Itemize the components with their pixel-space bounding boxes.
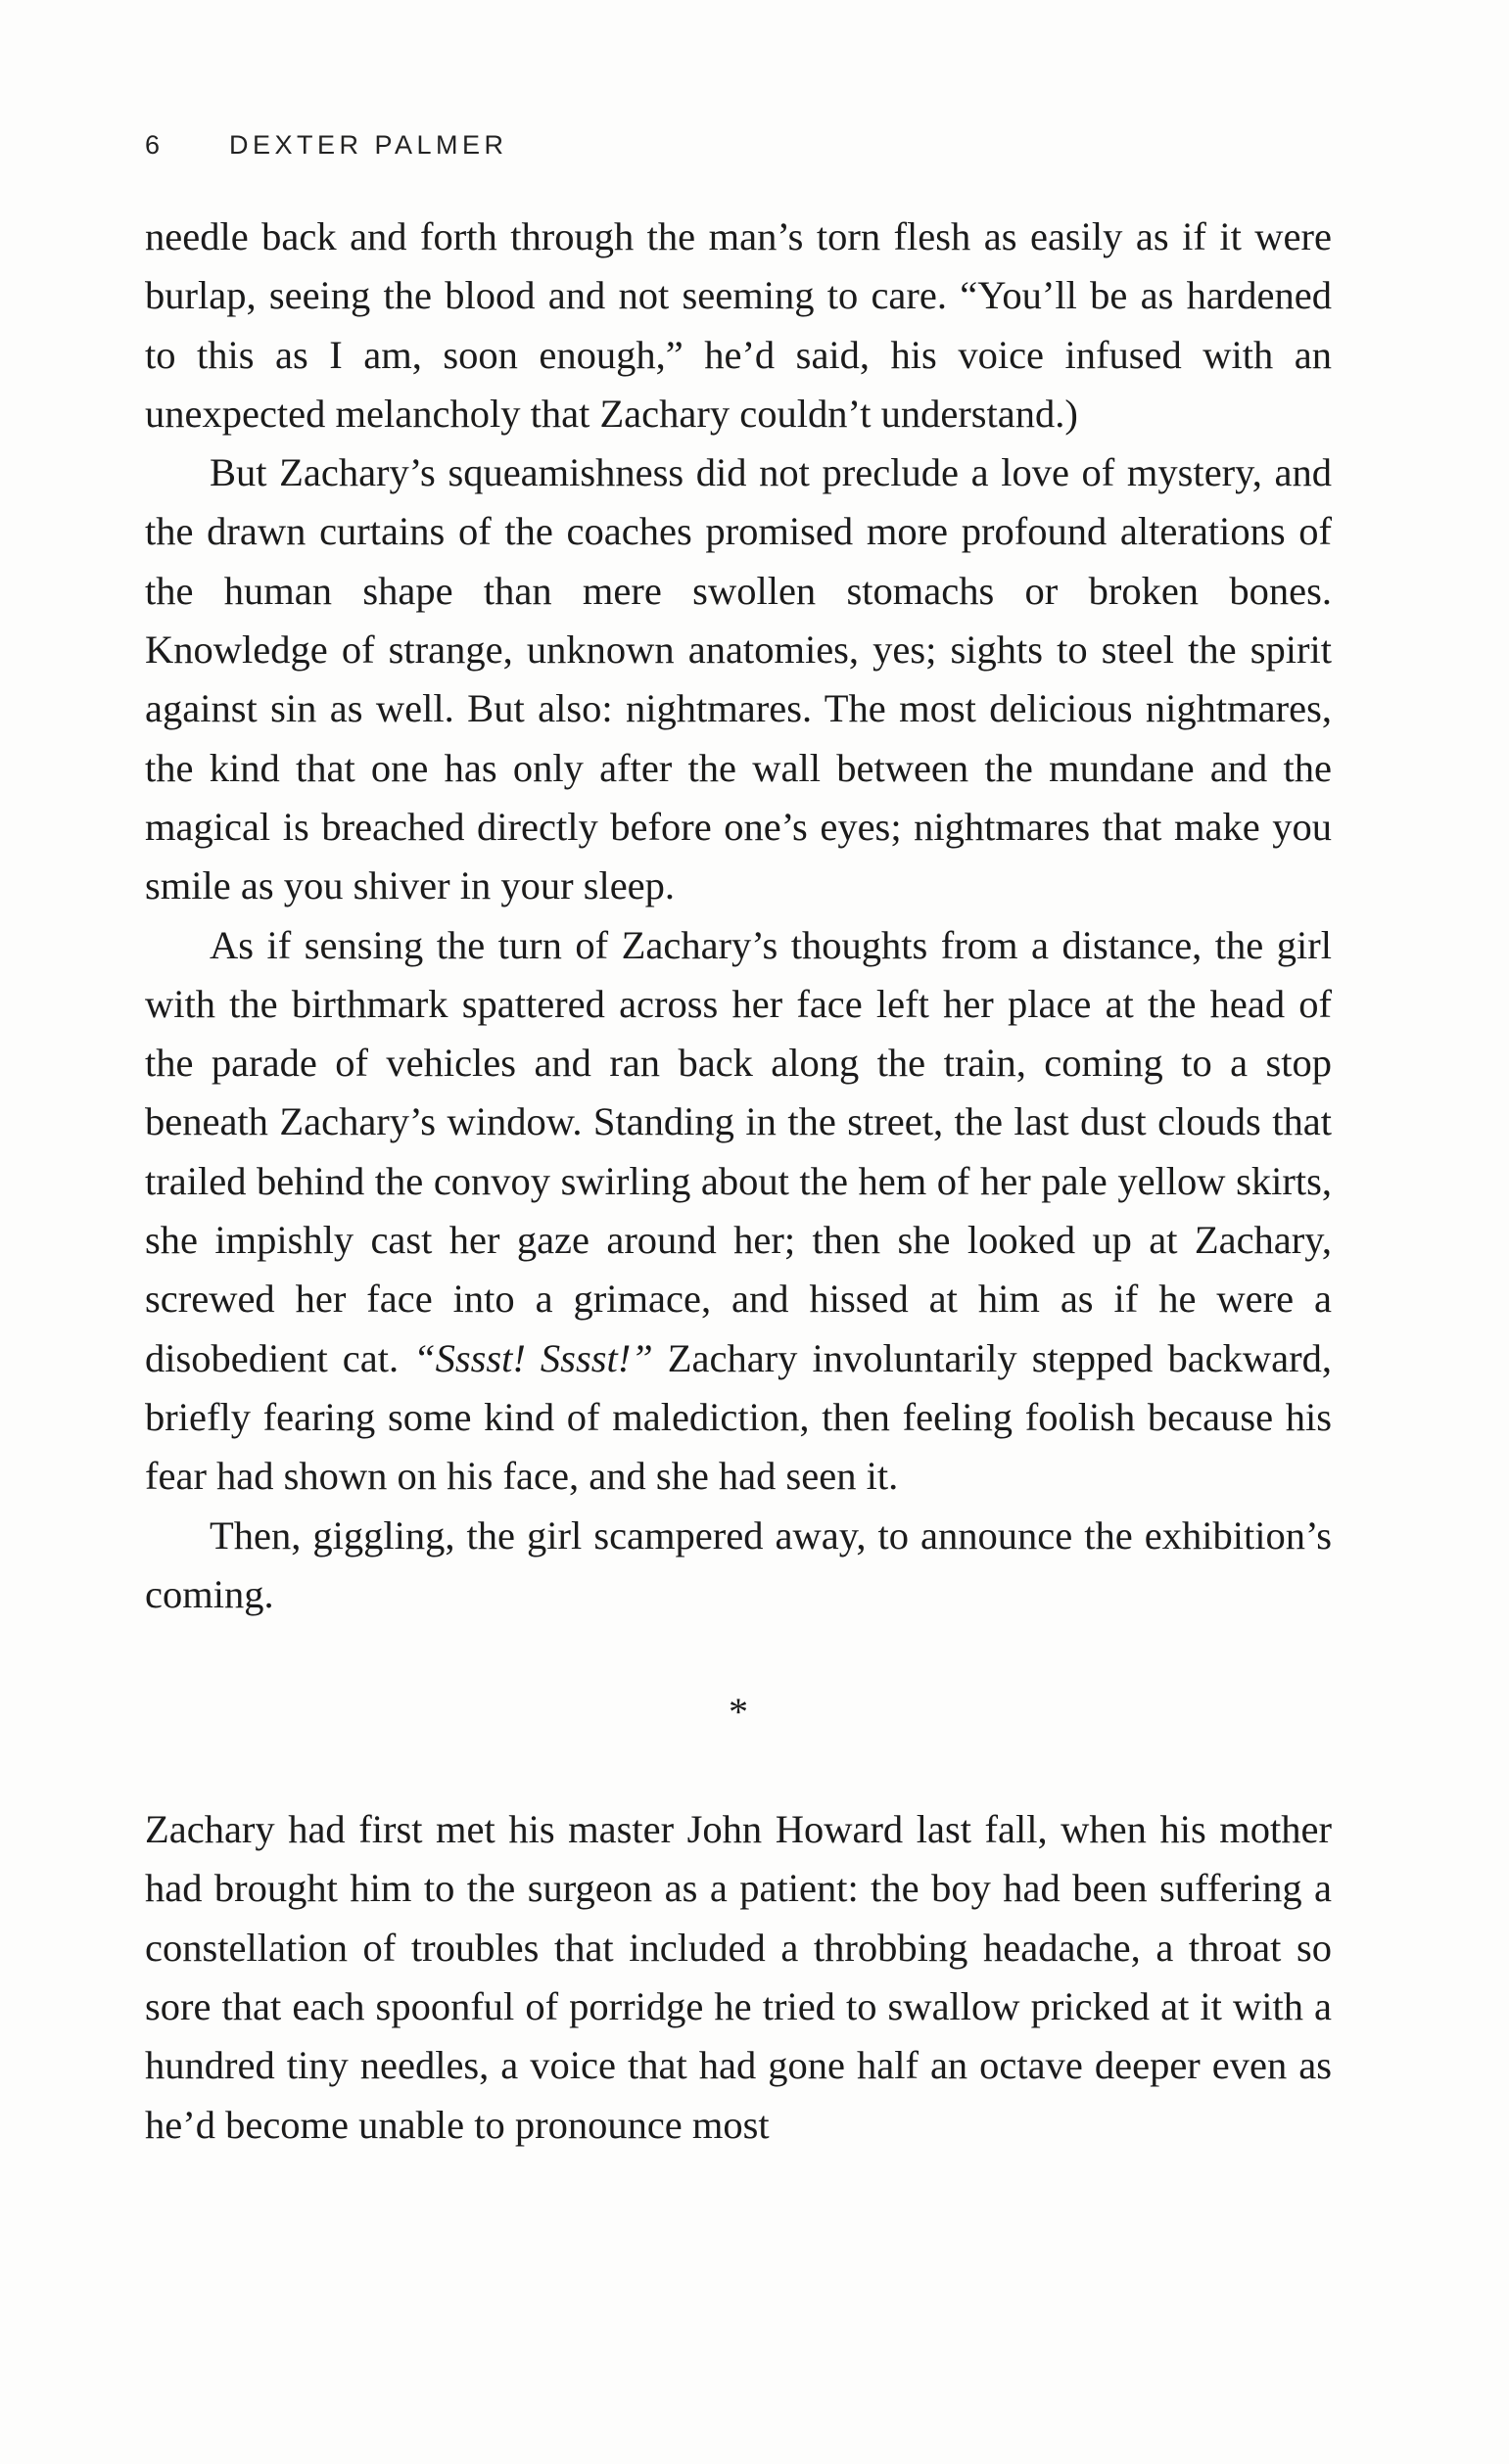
paragraph-girl (145, 916, 1332, 1507)
spacer (145, 1742, 1332, 1800)
spacer (145, 1624, 1332, 1683)
page-number: 6 (145, 130, 165, 160)
paragraph-continued: needle back and forth through the man’s torn flesh as easily as if it were burlap, seeing the blood and not seeming to care. “You’ll be as hardened to this as I am, soon enough,” he’d said, his voice infused with an unexpected melancholy that Zachary couldn’t understand.) (145, 214, 1332, 436)
section-break: * (729, 1690, 748, 1735)
paragraph-girl-tail: Zachary involuntarily stepped backward, briefly fearing some kind of malediction, then feeling foolish because his fear had shown on his face, and she had seen it. (145, 1335, 1332, 1499)
paragraph-giggling: Then, giggling, the girl scampered away, to announce the exhibition’s coming. (145, 1512, 1332, 1616)
paragraph-mystery: But Zachary’s squeamishness did not preclude a love of mystery, and the drawn curtains of the coaches promised more profound alterations of the human shape than mere swollen stomachs or broken bones. Knowledge of strange, unknown anatomies, yes; sights to steel the spirit against sin as well. But also: nightmares. The most delicious nightmares, the kind that one has only after the wall between the mundane and the magical is breached directly before one’s eyes; nightmares that make you smile as you shiver in your sleep. (145, 450, 1332, 908)
body-text (145, 208, 1332, 2155)
running-head (145, 130, 508, 161)
running-title: DEXTER PALMER (229, 130, 508, 160)
paragraph-girl-text: As if sensing the turn of Zachary’s thoughts from a distance, the girl with the birthmark spattered across her face left her place at the head of the parade of vehicles and ran back along the train, coming to a stop beneath Zachary’s window. Standing in the street, the last dust clouds that trailed behind the convoy swirling about the hem of her pale yellow skirts, she impishly cast her gaze around her; then she looked up at Zachary, screwed her face into a grimace, and hissed at him as if he were a disobedient cat. (145, 922, 1332, 1380)
hiss-quote: “Sssst! Sssst!” (413, 1335, 653, 1380)
paragraph-new-section: Zachary had first met his master John Howard last fall, when his mother had brought him to the surgeon as a patient: the boy had been suffering a constellation of troubles that included a throbbing headache, a throat so sore that each spoonful of porridge he tried to swallow pricked at it with a hundred tiny needles, a voice that had gone half an octave deeper even as he’d become unable to pronounce most (145, 1807, 1332, 2147)
